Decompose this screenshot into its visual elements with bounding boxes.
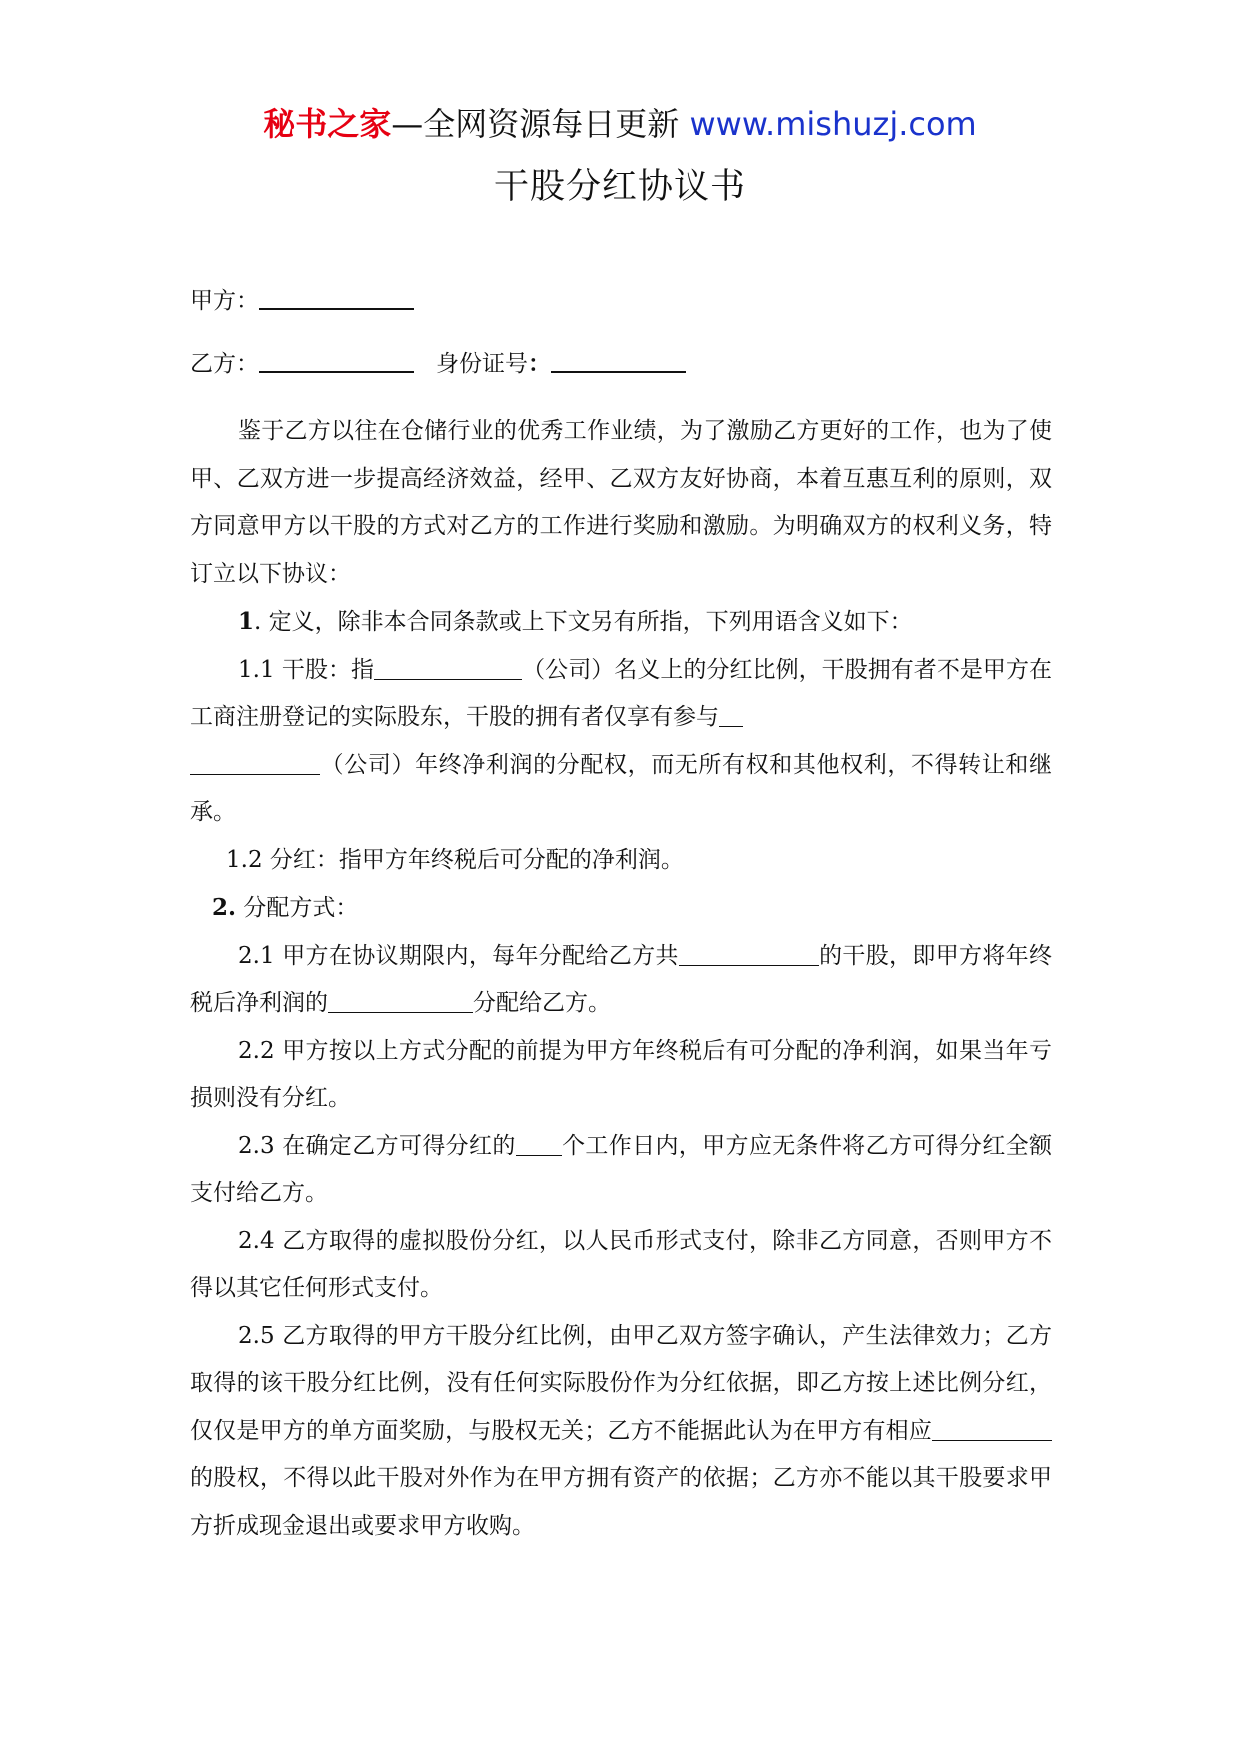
party-b-line [190,347,686,381]
clause-1-1 [190,647,1052,837]
clause-2-5-part-a: 2.5 乙方取得的甲方干股分红比例，由甲乙双方签字确认，产生法律效力；乙方取得的该干股分红比例，没有任何实际股份作为分红依据，即乙方按上述比例分红，仅仅是甲方的单方面奖励，与股权无关；乙方不能据此认为在甲方有相应 [190,1322,1052,1444]
working-days-blank[interactable] [516,1131,562,1156]
section-2-number: 2. [212,894,237,921]
clause-1-2: 1.2 分红：指甲方年终税后可分配的净利润。 [226,846,684,873]
section-2-text: 分配方式： [236,895,359,921]
equity-blank[interactable] [932,1416,1052,1441]
clause-1-1-part-b: （公司）名义上的分红比例，干股拥有者不是甲方在工商注册登记的实际股东，干股的拥有者仅享有参与 [190,656,1053,730]
clause-2-1-part-a: 2.1 甲方在协议期限内，每年分配给乙方共 [238,942,679,969]
document-title: 干股分红协议书 [493,167,746,207]
clause-2-5 [190,1313,1052,1551]
profit-ratio-blank[interactable] [328,988,473,1013]
clause-2-5-part-b: 的股权，不得以此干股对外作为在甲方拥有资产的依据；乙方亦不能以其干股要求甲方折成现金退出或要求甲方收购。 [190,1465,1052,1539]
company-name-blank-1[interactable] [374,655,522,680]
clause-2-3 [190,1123,1052,1218]
section-1-heading [190,598,1052,647]
party-a-blank[interactable] [259,284,414,310]
clause-2-2: 2.2 甲方按以上方式分配的前提为甲方年终税后有可分配的净利润，如果当年亏损则没有分红。 [190,1037,1052,1111]
party-a-label: 甲方： [190,288,259,314]
company-name-blank-2b[interactable] [190,750,320,775]
agreement-body [190,408,1052,1550]
site-slogan: —全网资源每日更新 [391,105,680,143]
clause-2-1-part-c: 分配给乙方。 [473,990,611,1016]
party-a-line [190,284,414,318]
party-b-blank[interactable] [259,347,414,373]
clause-2-4: 2.4 乙方取得的虚拟股份分红，以人民币形式支付，除非乙方同意，否则甲方不得以其它任何形式支付。 [190,1227,1052,1301]
site-header [0,100,1240,148]
company-name-blank-2a[interactable] [719,702,743,727]
section-2-heading [190,884,1052,933]
clause-1-1-part-c: （公司）年终净利润的分配权，而无所有权和其他权利，不得转让和继承。 [190,751,1052,825]
section-1-number: 1 [238,608,255,635]
id-number-colon: ： [528,350,551,377]
party-b-label: 乙方： [190,351,259,377]
section-1-text: . 定义，除非本合同条款或上下文另有所指，下列用语含义如下： [254,609,913,635]
site-brand: 秘书之家 [263,105,392,143]
clause-1-1-part-a: 1.1 干股：指 [238,656,375,683]
clause-2-3-part-a: 2.3 在确定乙方可得分红的 [238,1132,516,1159]
intro-paragraph: 鉴于乙方以往在仓储行业的优秀工作业绩，为了激励乙方更好的工作，也为了使甲、乙双方进一步提高经济效益，经甲、乙双方友好协商，本着互惠互利的原则，双方同意甲方以干股的方式对乙方的工作进行奖励和激励。为明确双方的权利义务，特订立以下协议： [190,418,1052,587]
id-number-label: 身份证号 [436,351,528,377]
clause-2-1 [190,933,1052,1028]
id-number-blank[interactable] [551,347,686,373]
site-url-link[interactable]: www.mishuzj.com [689,105,977,143]
share-ratio-blank[interactable] [679,941,819,966]
clause-2-1-part-b: 的干股，即甲方将年终税后净利润的 [190,942,1053,1016]
clause-2-3-part-b: 个工作日内，甲方应无条件将乙方可得分红全额支付给乙方。 [190,1132,1053,1206]
